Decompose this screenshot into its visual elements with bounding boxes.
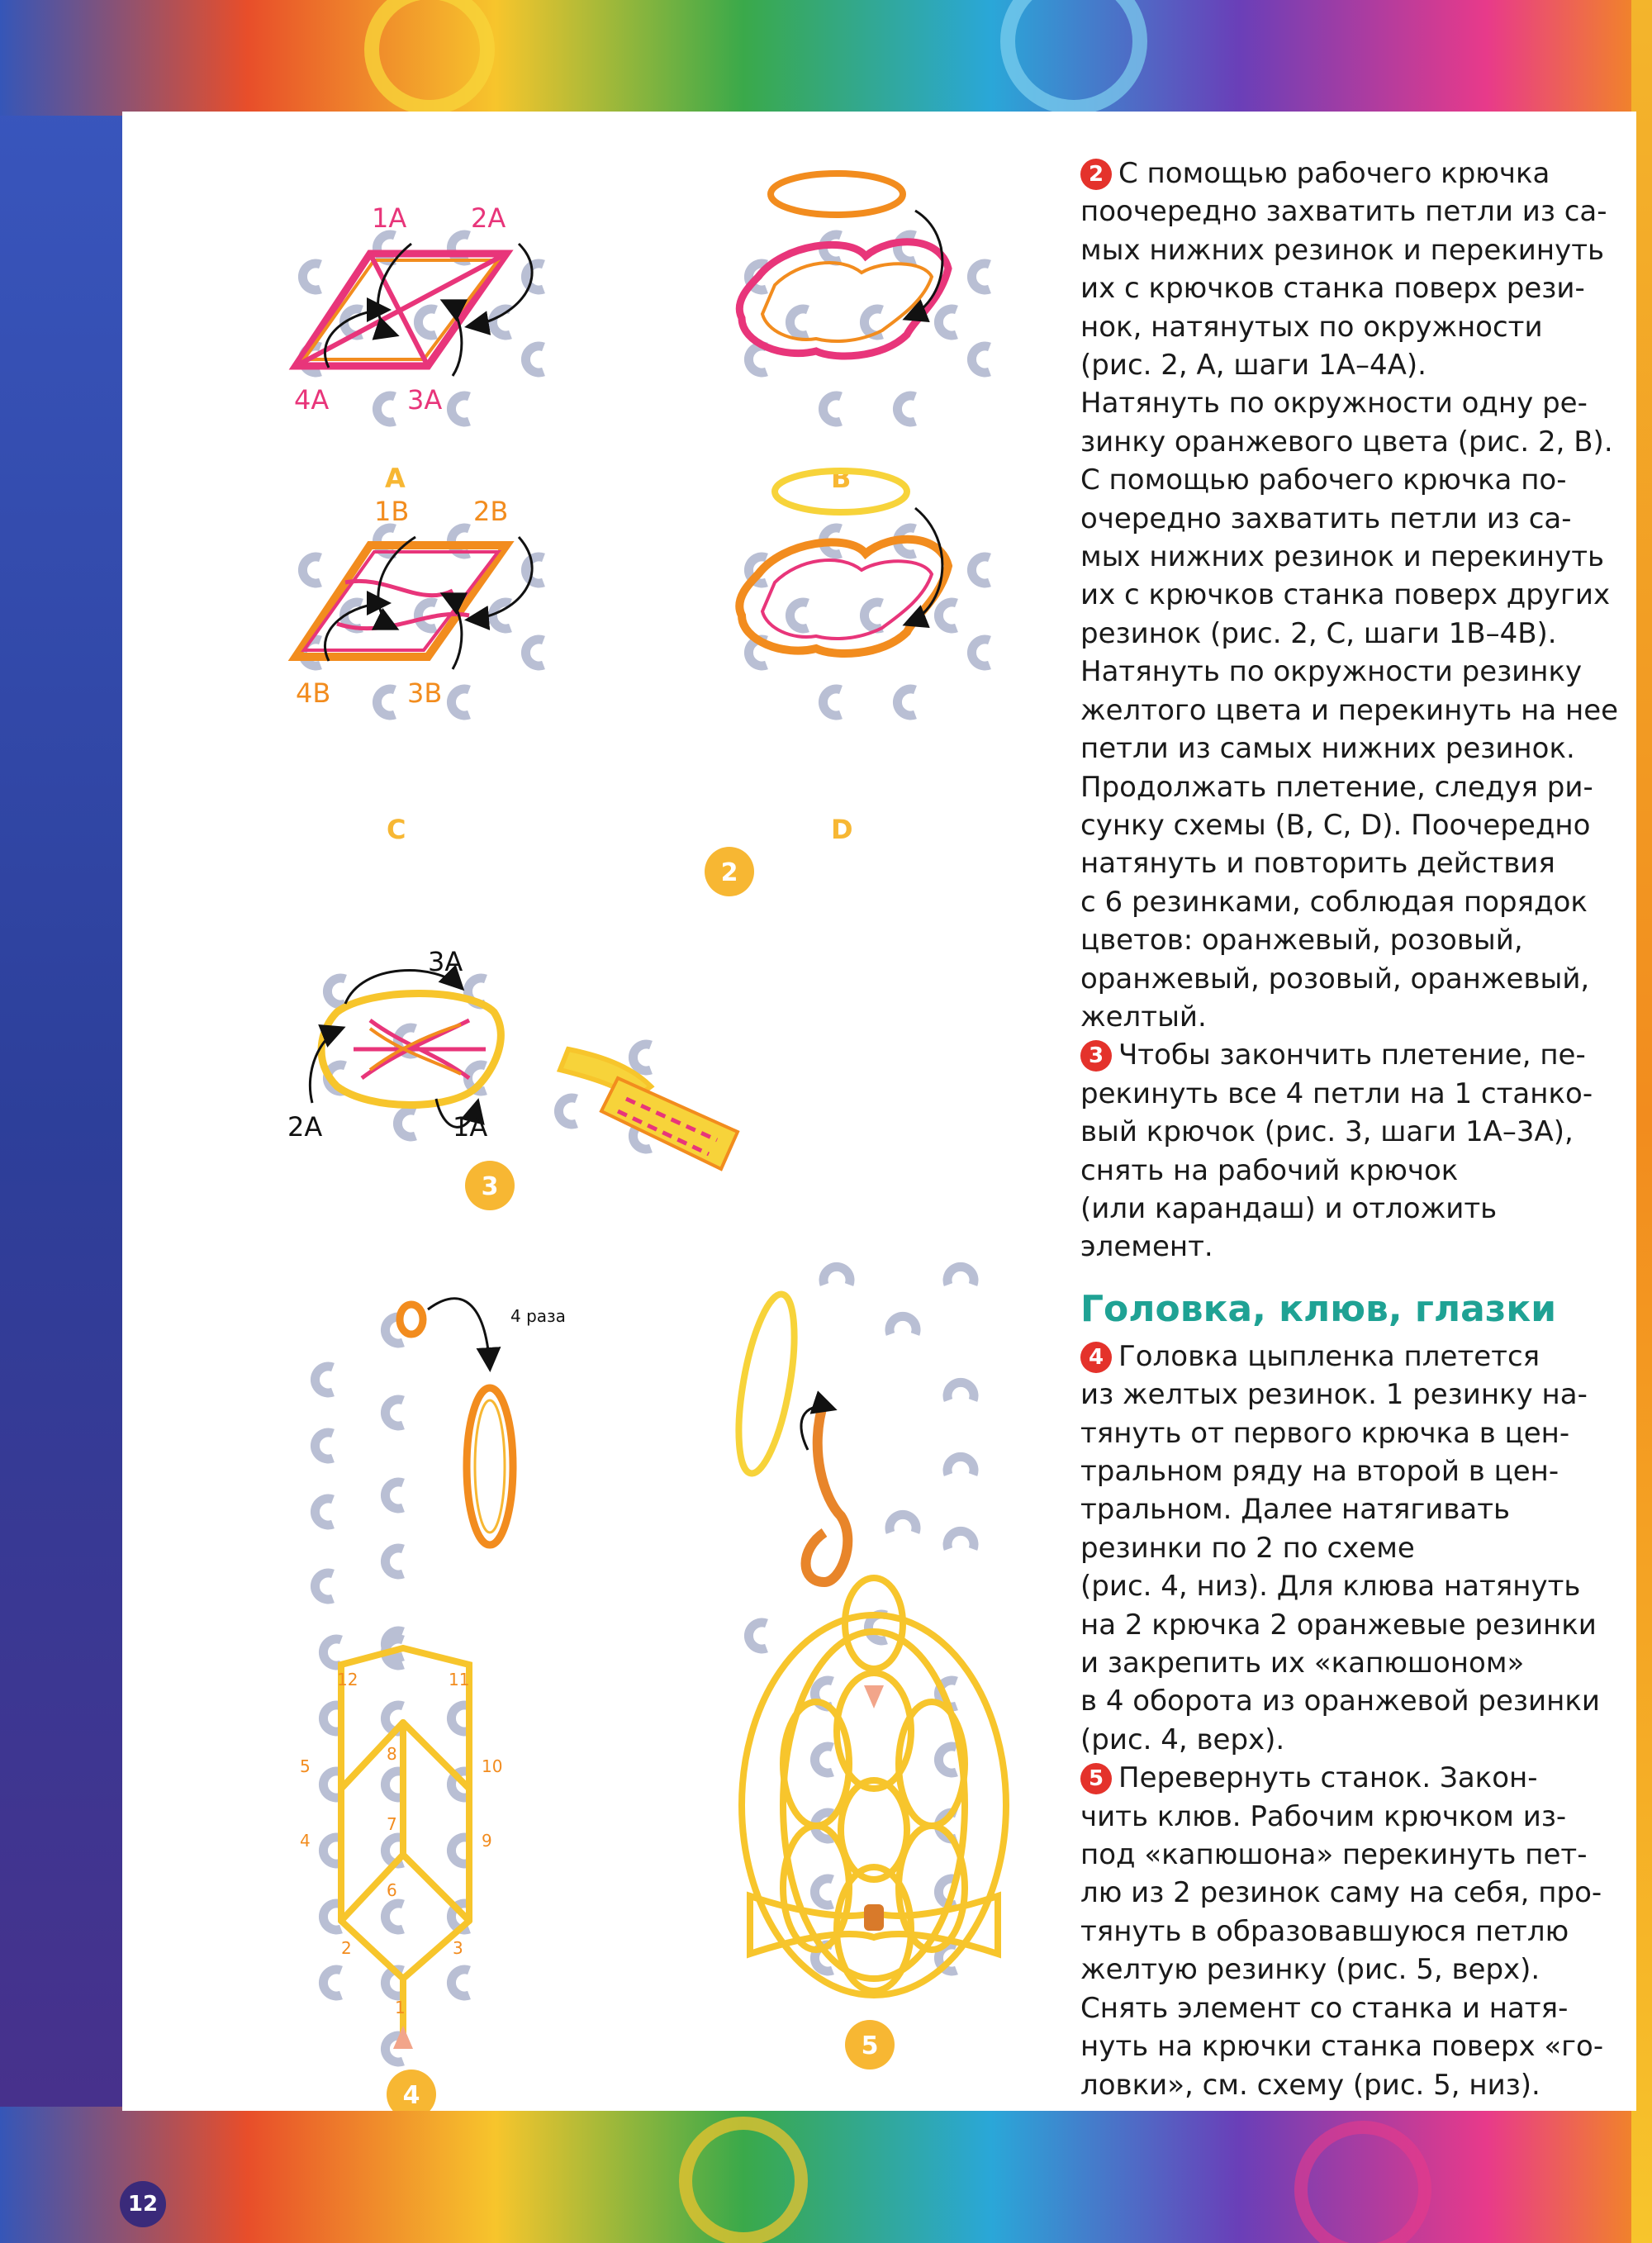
peg-icon — [971, 557, 990, 583]
step-number: 12 — [337, 1670, 358, 1689]
step-4-block — [1080, 1338, 1626, 1759]
text-line: их с крючков станка поверх других — [1080, 578, 1611, 612]
text-line: резинок (рис. 2, С, шаги 1В–4В). — [1080, 616, 1557, 650]
peg-icon — [385, 1399, 403, 1426]
text-line: зинку оранжевого цвета (рис. 2, В). — [1080, 425, 1613, 459]
panel-letter: C — [387, 814, 406, 845]
peg-icon — [315, 1573, 333, 1599]
text-line: и закрепить их «капюшоном» — [1080, 1647, 1525, 1680]
peg-icon — [823, 396, 841, 422]
text-line: тянуть в образовавшуюся петлю — [1080, 1914, 1569, 1948]
text-line: рекинуть все 4 петли на 1 станко- — [1080, 1076, 1593, 1110]
band-shape — [296, 254, 506, 366]
step-4-text — [1080, 1376, 1626, 1759]
peg-icon — [947, 1382, 974, 1400]
text-line: (рис. 4, верх). — [1080, 1723, 1285, 1756]
step-label: 1A — [372, 202, 407, 234]
step-label: 2B — [473, 496, 509, 527]
peg-icon — [947, 1457, 974, 1475]
peg-icon — [492, 309, 510, 335]
peg-icon — [385, 1482, 403, 1509]
step-5-line-0 — [1080, 1759, 1626, 1797]
peg-icon — [748, 346, 767, 373]
peg-icon — [864, 602, 882, 629]
instructions-column — [1080, 154, 1626, 2104]
peg-icon — [558, 1098, 577, 1124]
fig2-panel-c — [296, 496, 544, 845]
text-line: желтую резинку (рис. 5, верх). — [1080, 1953, 1540, 1987]
step-2-text — [1080, 192, 1626, 1036]
peg-icon — [397, 1110, 415, 1137]
peg-icon — [302, 264, 320, 290]
step-label: 3A — [428, 946, 463, 977]
band-shape — [400, 1304, 423, 1334]
text-line: Чтобы закончить плетение, пе- — [1118, 1038, 1586, 1072]
text-line: оранжевый, розовый, оранжевый, — [1080, 962, 1590, 996]
text-line: из желтых резинок. 1 резинку на- — [1080, 1378, 1588, 1412]
fig3 — [287, 946, 738, 1210]
text-line: чить клюв. Рабочим крючком из- — [1080, 1799, 1567, 1833]
step-number: 9 — [482, 1831, 492, 1851]
peg-icon — [814, 1879, 833, 1905]
arrow-down-icon — [864, 1685, 884, 1708]
step-number: 7 — [387, 1814, 397, 1834]
text-line: (рис. 4, низ). Для клюва натянуть — [1080, 1570, 1581, 1604]
step-number: 8 — [387, 1744, 397, 1764]
text-line: тральном. Далее натягивать — [1080, 1493, 1511, 1527]
step-number: 3 — [453, 1938, 463, 1958]
peg-icon — [525, 639, 544, 666]
text-line: под «капюшона» перекинуть пет- — [1080, 1838, 1588, 1872]
text-line: нуть на крючки станка поверх «го- — [1080, 2030, 1604, 2064]
step-label: 3B — [407, 677, 443, 709]
peg-icon — [525, 346, 544, 373]
peg-icon — [890, 1514, 916, 1533]
peg-icon — [947, 1266, 974, 1285]
peg-icon — [971, 346, 990, 373]
text-line: (рис. 2, А, шаги 1А–4А). — [1080, 349, 1427, 383]
peg-icon — [971, 264, 990, 290]
figure-number: 5 — [861, 2032, 879, 2060]
peg-icon — [947, 1531, 974, 1549]
step-number: 10 — [482, 1756, 503, 1776]
peg-icon — [790, 602, 808, 629]
peg-icon — [938, 1746, 957, 1773]
page-number: 12 — [120, 2181, 166, 2227]
panel-letter: A — [385, 463, 406, 494]
peg-icon — [633, 1044, 651, 1071]
step-number-badge: 4 — [1080, 1342, 1112, 1373]
step-label: 2A — [471, 202, 506, 234]
fig2-panel-a — [294, 202, 544, 494]
peg-icon — [451, 396, 469, 422]
step-3-block — [1080, 1036, 1626, 1266]
text-line: элемент. — [1080, 1230, 1213, 1264]
text-line: на 2 крючка 2 оранжевые резинки — [1080, 1608, 1597, 1642]
peg-icon — [327, 978, 345, 1005]
peg-icon — [823, 689, 841, 715]
text-line: мых нижних резинок и перекинуть — [1080, 233, 1605, 267]
peg-icon — [315, 1366, 333, 1393]
step-4-line-0 — [1080, 1338, 1626, 1376]
arrow — [428, 1299, 490, 1367]
band-shape — [296, 545, 506, 657]
text-line: сунку схемы (В, С, D). Поочередно — [1080, 808, 1591, 842]
panel-letter: D — [831, 814, 853, 845]
step-number-badge: 3 — [1080, 1040, 1112, 1072]
text-line: петли из самых нижних резинок. — [1080, 732, 1575, 766]
text-line: в 4 оборота из оранжевой резинки — [1080, 1685, 1600, 1718]
fig5 — [742, 1578, 1006, 2070]
text-line: ловки», см. схему (рис. 5, низ). — [1080, 2068, 1540, 2102]
step-5-block — [1080, 1759, 1626, 2104]
band-shape — [771, 173, 903, 215]
section-heading: Головка, клюв, глазки — [1080, 1287, 1557, 1330]
peg-icon — [323, 1970, 341, 1996]
page-sheet — [122, 112, 1636, 2111]
peg-icon — [938, 602, 957, 629]
peg-icon — [315, 1433, 333, 1459]
peg-icon — [385, 1548, 403, 1575]
text-line: натянуть и повторить действия — [1080, 847, 1555, 881]
peg-icon — [897, 396, 915, 422]
text-line: нок, натянутых по окружности — [1080, 310, 1543, 344]
band-shape — [475, 1400, 505, 1533]
text-line: Снять элемент со станка и натя- — [1080, 1991, 1569, 2025]
step-number-badge: 2 — [1080, 159, 1112, 190]
peg-icon — [814, 1746, 833, 1773]
figure-number: 3 — [481, 1172, 499, 1201]
step-label: 4A — [294, 384, 330, 416]
text-line: желтого цвета и перекинуть на нее — [1080, 693, 1619, 727]
peg-icon — [302, 557, 320, 583]
peg-icon — [323, 1639, 341, 1666]
text-line: Натянуть по окружности одну ре- — [1080, 387, 1588, 421]
text-line: мых нижних резинок и перекинуть — [1080, 540, 1605, 574]
peg-icon — [418, 309, 436, 335]
fig2-panel-b — [739, 173, 990, 494]
peg-icon — [971, 639, 990, 666]
peg-icon — [824, 1266, 850, 1285]
text-line: с 6 резинками, соблюдая порядок — [1080, 885, 1588, 919]
peg-icon — [525, 557, 544, 583]
panel-letter: B — [831, 463, 852, 494]
text-line: тральном ряду на второй в цен- — [1080, 1455, 1559, 1488]
text-line: (или карандаш) и отложить — [1080, 1191, 1498, 1225]
step-number: 6 — [387, 1880, 397, 1900]
text-line: желтый. — [1080, 1000, 1207, 1034]
text-line: Продолжать плетение, следуя ри- — [1080, 770, 1593, 804]
text-line: Перевернуть станок. Закон- — [1118, 1761, 1538, 1795]
step-3-line-0 — [1080, 1036, 1626, 1074]
peg-icon — [451, 1970, 469, 1996]
peg-icon — [938, 309, 957, 335]
beak-knot — [864, 1904, 884, 1931]
text-line: тянуть от первого крючка в цен- — [1080, 1416, 1570, 1450]
text-line: лю из 2 резинок саму на себя, про- — [1080, 1876, 1602, 1910]
band-shape — [728, 1290, 805, 1477]
step-number: 11 — [449, 1670, 470, 1689]
peg-icon — [385, 1903, 403, 1930]
peg-icon — [377, 396, 395, 422]
step-number: 1 — [395, 1998, 406, 2017]
step-label: 3A — [407, 384, 443, 416]
text-line: цветов: оранжевый, розовый, — [1080, 924, 1523, 958]
step-label: 1A — [453, 1111, 488, 1143]
step-5-text — [1080, 1798, 1626, 2104]
text-line: Натянуть по окружности резинку — [1080, 655, 1583, 689]
fig2-panel-d — [705, 471, 990, 896]
step-label: 1B — [374, 496, 410, 527]
braid-shape — [601, 1078, 738, 1169]
band-shape — [806, 1400, 848, 1582]
text-line: С помощью рабочего крючка по- — [1080, 463, 1567, 497]
peg-icon — [790, 309, 808, 335]
step-number: 4 — [300, 1831, 311, 1851]
text-line: очередно захватить петли из са- — [1080, 501, 1572, 535]
step-number: 5 — [300, 1756, 311, 1776]
text-line: поочередно захватить петли из са- — [1080, 195, 1607, 229]
text-line: Головка цыпленка плетется — [1118, 1339, 1540, 1373]
step-label: 4B — [296, 677, 331, 709]
step-number-badge: 5 — [1080, 1763, 1112, 1794]
step-number: 2 — [341, 1938, 352, 1958]
step-2-block — [1080, 154, 1626, 1036]
peg-icon — [748, 1623, 767, 1649]
step-2-line-0 — [1080, 154, 1626, 192]
figure-number: 4 — [402, 2081, 420, 2110]
peg-icon — [451, 689, 469, 715]
peg-icon — [315, 1499, 333, 1525]
text-line: С помощью рабочего крючка — [1118, 157, 1550, 190]
text-line: резинки по 2 по схеме — [1080, 1531, 1415, 1565]
repeat-note: 4 раза — [510, 1306, 566, 1326]
text-line: вый крючок (рис. 3, шаги 1А–3А), — [1080, 1115, 1574, 1149]
peg-icon — [890, 1316, 916, 1334]
peg-icon — [377, 689, 395, 715]
step-label: 2A — [287, 1111, 323, 1143]
text-line: снять на рабочий крючок — [1080, 1153, 1459, 1187]
text-line: их с крючков станка поверх рези- — [1080, 272, 1585, 306]
peg-icon — [897, 689, 915, 715]
figure-number: 2 — [720, 858, 738, 887]
band-shape — [467, 1388, 513, 1545]
step-3-text — [1080, 1075, 1626, 1266]
